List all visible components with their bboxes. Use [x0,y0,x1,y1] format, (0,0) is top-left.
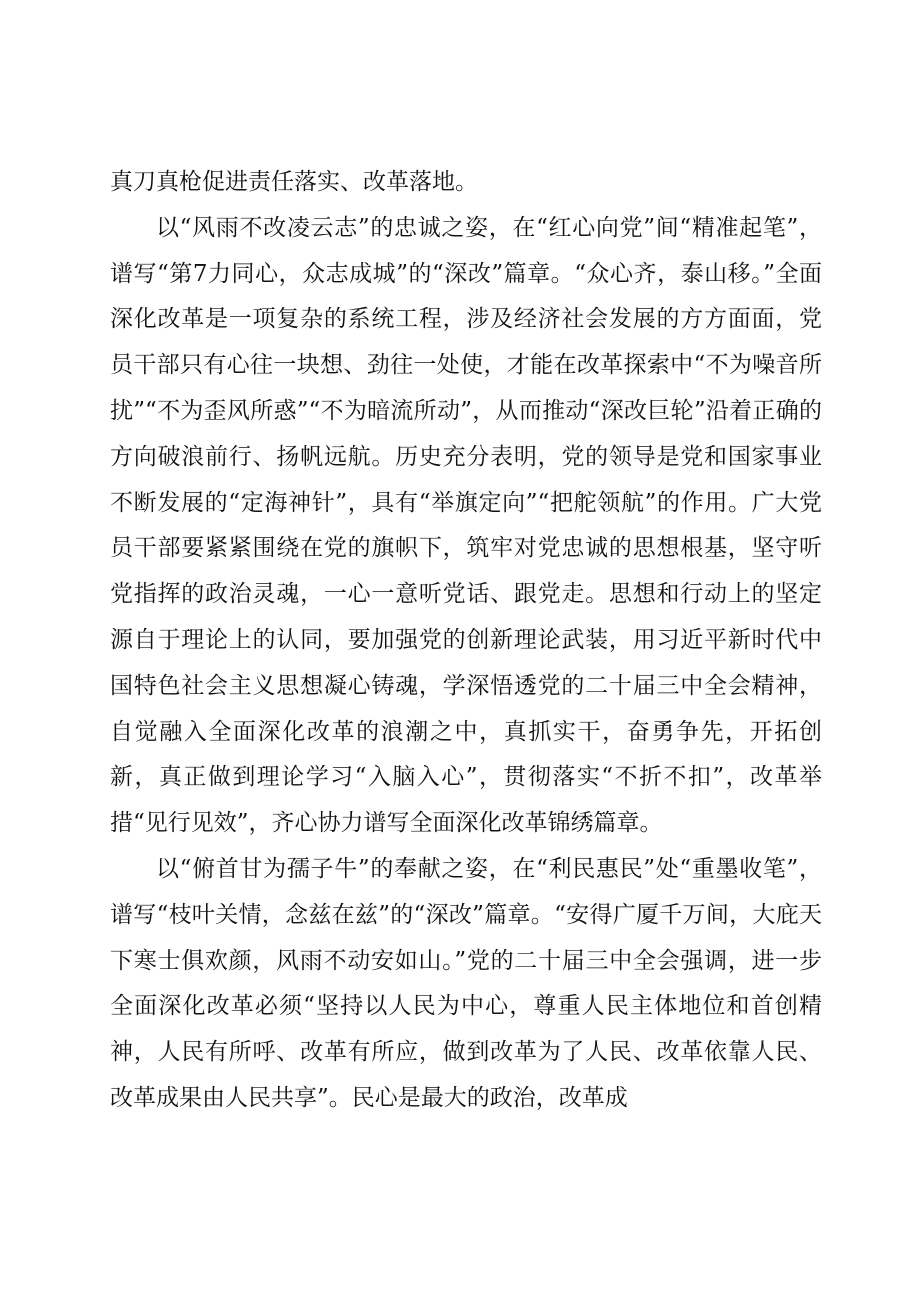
paragraph-dedication: 以“俯首甘为孺子牛”的奉献之姿，在“利民惠民”处“重墨收笔”，谱写“枝叶关情，念兹在兹”的“深改”篇章。“安得广厦千万间，大庇天下寒士俱欢颜，风雨不动安如山。”党的二十届三中全会强调，进一步全面深化改革必须“坚持以人民为中心，尊重人民主体地位和首创精神，人民有所呼、改革有所应，做到改革为了人民、改革依靠人民、改革成果由人民共享”。民心是最大的政治，改革成 [110,855,822,1111]
paragraph-loyalty: 以“风雨不改凌云志”的忠诚之姿，在“红心向党”间“精准起笔”，谱写“第7力同心，众志成城”的“深改”篇章。“众心齐，泰山移。”全面深化改革是一项复杂的系统工程，涉及经济社会发展的方方面面，党员干部只有心往一块想、劲往一处使，才能在改革探索中“不为噪音所扰”“不为歪风所惑”“不为暗流所动”，从而推动“深改巨轮”沿着正确的方向破浪前行、扬帆远航。历史充分表明，党的领导是党和国家事业不断发展的“定海神针”，具有“举旗定向”“把舵领航”的作用。广大党员干部要紧紧围绕在党的旗帜下，筑牢对党忠诚的思想根基，坚守听党指挥的政治灵魂，一心一意听党话、跟党走。思想和行动上的坚定源自于理论上的认同，要加强党的创新理论武装，用习近平新时代中国特色社会主义思想凝心铸魂，学深悟透党的二十届三中全会精神，自觉融入全面深化改革的浪潮之中，真抓实干，奋勇争先，开拓创新，真正做到理论学习“入脑入心”，贯彻落实“不折不扣”，改革举措“见行见效”，齐心协力谱写全面深化改革锦绣篇章。 [110,214,822,837]
body-text [110,160,822,1122]
paragraph-continuation: 真刀真枪促进责任落实、改革落地。 [110,169,478,195]
